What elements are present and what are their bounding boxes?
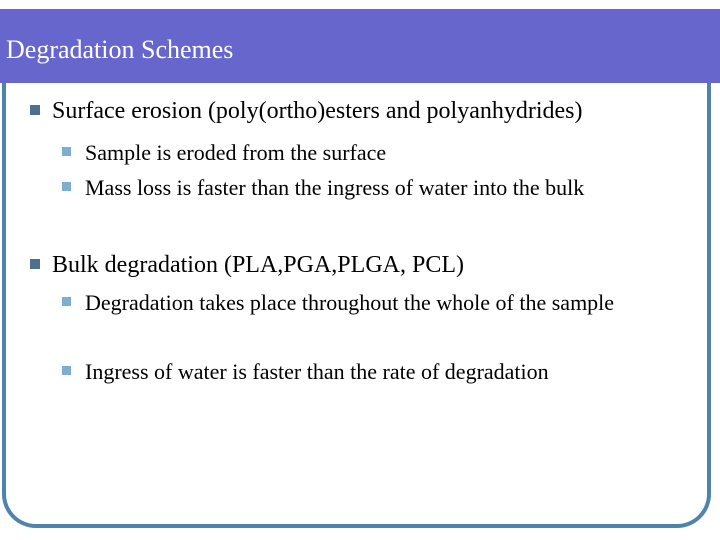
sub-bullet-text: Mass loss is faster than the ingress of water into the bulk [85, 175, 585, 200]
square-bullet-icon [30, 259, 40, 269]
square-bullet-icon [62, 366, 71, 375]
bullet-text: Surface erosion (poly(ortho)esters and polyanhydrides) [52, 98, 583, 124]
square-bullet-icon [30, 105, 40, 115]
sub-bullet-item [62, 139, 682, 167]
sub-bullet-text: Degradation takes place throughout the whole of the sample [85, 290, 615, 315]
square-bullet-icon [62, 147, 71, 156]
sub-bullet-item [62, 174, 682, 202]
sub-bullet-item [62, 289, 682, 317]
bullet-text: Bulk degradation (PLA,PGA,PLGA, PCL) [52, 252, 464, 278]
square-bullet-icon [62, 182, 71, 191]
square-bullet-icon [62, 297, 71, 306]
sub-bullet-text: Sample is eroded from the surface [85, 140, 387, 165]
sub-bullet-item [62, 358, 682, 386]
sub-bullet-text: Ingress of water is faster than the rate of degradation [85, 359, 549, 384]
slide-title: Degradation Schemes [6, 35, 234, 64]
